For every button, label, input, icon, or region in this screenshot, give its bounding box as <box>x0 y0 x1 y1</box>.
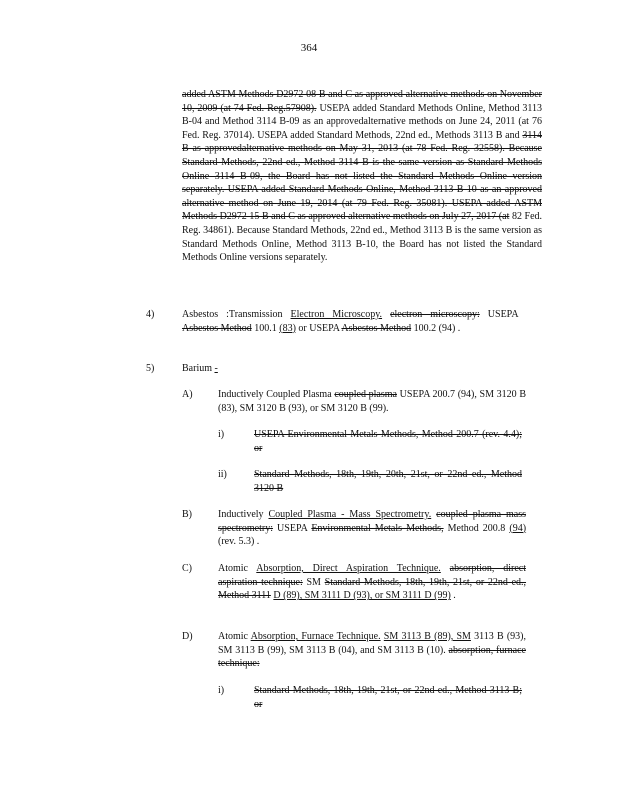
struck-text: absorption, furnace technique: <box>218 644 526 670</box>
struck-text: Asbestos Method <box>182 322 252 334</box>
subitem-label: A) <box>182 389 193 400</box>
subitem-c <box>218 562 526 603</box>
paragraph-text: 82 Fed. Reg. 34861). Because Standard Methods, 22nd ed., Method 3113 B is the same version as Standard Methods Online, Method 3113 B-10, the Board has not listed the Standard Methods Online versions separately. <box>182 211 543 264</box>
subitem-label: i) <box>218 685 225 696</box>
subitem-label: D) <box>182 631 193 642</box>
subitem-d <box>218 630 526 671</box>
item-text: Asbestos <box>182 309 219 320</box>
struck-text: Environmental Metals Methods, <box>311 522 444 534</box>
item-text: 100.1 <box>254 322 277 334</box>
item-text: Barium <box>182 363 212 374</box>
item-text: :Transmission <box>226 309 283 320</box>
inserted-text: Electron Microscopy. <box>290 309 383 320</box>
struck-text: coupled plasma mass spectrometry: <box>218 509 527 534</box>
item-text: . <box>453 590 456 602</box>
item-text: (rev. 5.3) . <box>218 536 260 548</box>
intro-paragraph <box>182 88 542 265</box>
item-text: Atomic <box>218 563 248 574</box>
inserted-text: Coupled Plasma - Mass Spectrometry. <box>268 509 432 520</box>
subitem-label: C) <box>182 563 192 574</box>
item-text: Inductively Coupled Plasma <box>218 389 332 400</box>
item-number: 5) <box>146 363 155 374</box>
subitem-label: B) <box>182 509 192 520</box>
page-number: 364 <box>300 42 318 54</box>
item-text: SM <box>306 576 321 588</box>
struck-text: Standard Methods, 18th, 19th, 21st, or 22nd ed., Method 3111 <box>218 576 527 602</box>
item-barium <box>182 362 382 376</box>
subitem-d-i: Standard Methods, 18th, 19th, 21st, or 22nd ed., Method 3113 B; or <box>254 685 522 710</box>
item-text: USEPA <box>487 309 518 320</box>
item-text: Method 200.8 <box>447 522 506 534</box>
item-text: Inductively <box>218 509 264 520</box>
item-text: USEPA 200.7 (94), SM 3120 B (83), SM 3120 B (93), or SM 3120 B (99). <box>218 389 526 414</box>
struck-text: coupled plasma <box>334 389 397 400</box>
inserted-text: (94) <box>509 522 527 534</box>
struck-text: absorption, direct aspiration technique: <box>218 563 526 588</box>
item-text: USEPA <box>277 522 308 534</box>
item-text: 100.2 (94) . <box>413 322 461 334</box>
inserted-text: Absorption, Furnace Technique. <box>250 631 381 642</box>
paragraph-text: USEPA added Standard Methods Online, Method 3113 B-04 and Method 3114 B-09 as an approvedalternative methods on June 24, 2011 (at 76 Fed. Reg. 37014). USEPA added Standard Methods, 22nd ed., Methods 3113 B and <box>182 102 542 141</box>
struck-text: electron microscopy: <box>390 309 480 320</box>
struck-text: 3114 B as approvedalternative methods on May 31, 2013 (at 78 Fed. Reg. 32558). Because Standard Methods, 22nd ed., Method 3114 B is the same version as Standard Methods Online 3114 B-09, the Board has not listed the Standard Methods Online version separately. USEPA added Standard Methods Online, Method 3113 B-10 as an approved alternative method on June 19, 2014 (at 79 Fed. Reg. 35081). USEPA added ASTM Methods D2972 15 B and C as approved alternative methods on July 27, 2017 (at <box>182 129 542 223</box>
struck-text: added ASTM Methods D2972 08 B and C as approved alternative methods on November 10, 2009 (at 74 Fed. Reg.57908). <box>182 89 542 114</box>
item-text: or USEPA <box>298 322 340 334</box>
inserted-text: (83) <box>279 322 296 334</box>
inserted-text: - <box>214 363 218 374</box>
inserted-text: Absorption, Direct Aspiration Technique. <box>256 563 441 574</box>
subitem-a-ii: Standard Methods, 18th, 19th, 20th, 21st, or 22nd ed., Method 3120 B <box>254 469 522 494</box>
subitem-a-i: USEPA Environmental Metals Methods, Method 200.7 (rev. 4.4); or <box>254 429 522 454</box>
struck-text: Asbestos Method <box>341 322 412 334</box>
subitem-label: i) <box>218 429 225 440</box>
item-text: 3113 B (93), SM 3113 B (99), SM 3113 B (04), and SM 3113 B (10). <box>218 631 527 656</box>
item-number: 4) <box>146 309 155 320</box>
subitem-label: ii) <box>218 469 227 480</box>
subitem-b <box>218 508 526 549</box>
inserted-text: D (89), SM 3111 D (93), or SM 3111 D (99) <box>273 590 451 602</box>
item-asbestos <box>182 308 518 335</box>
item-text: Atomic <box>218 631 248 642</box>
inserted-text: SM 3113 B (89), SM <box>383 631 471 642</box>
subitem-a <box>218 388 526 415</box>
